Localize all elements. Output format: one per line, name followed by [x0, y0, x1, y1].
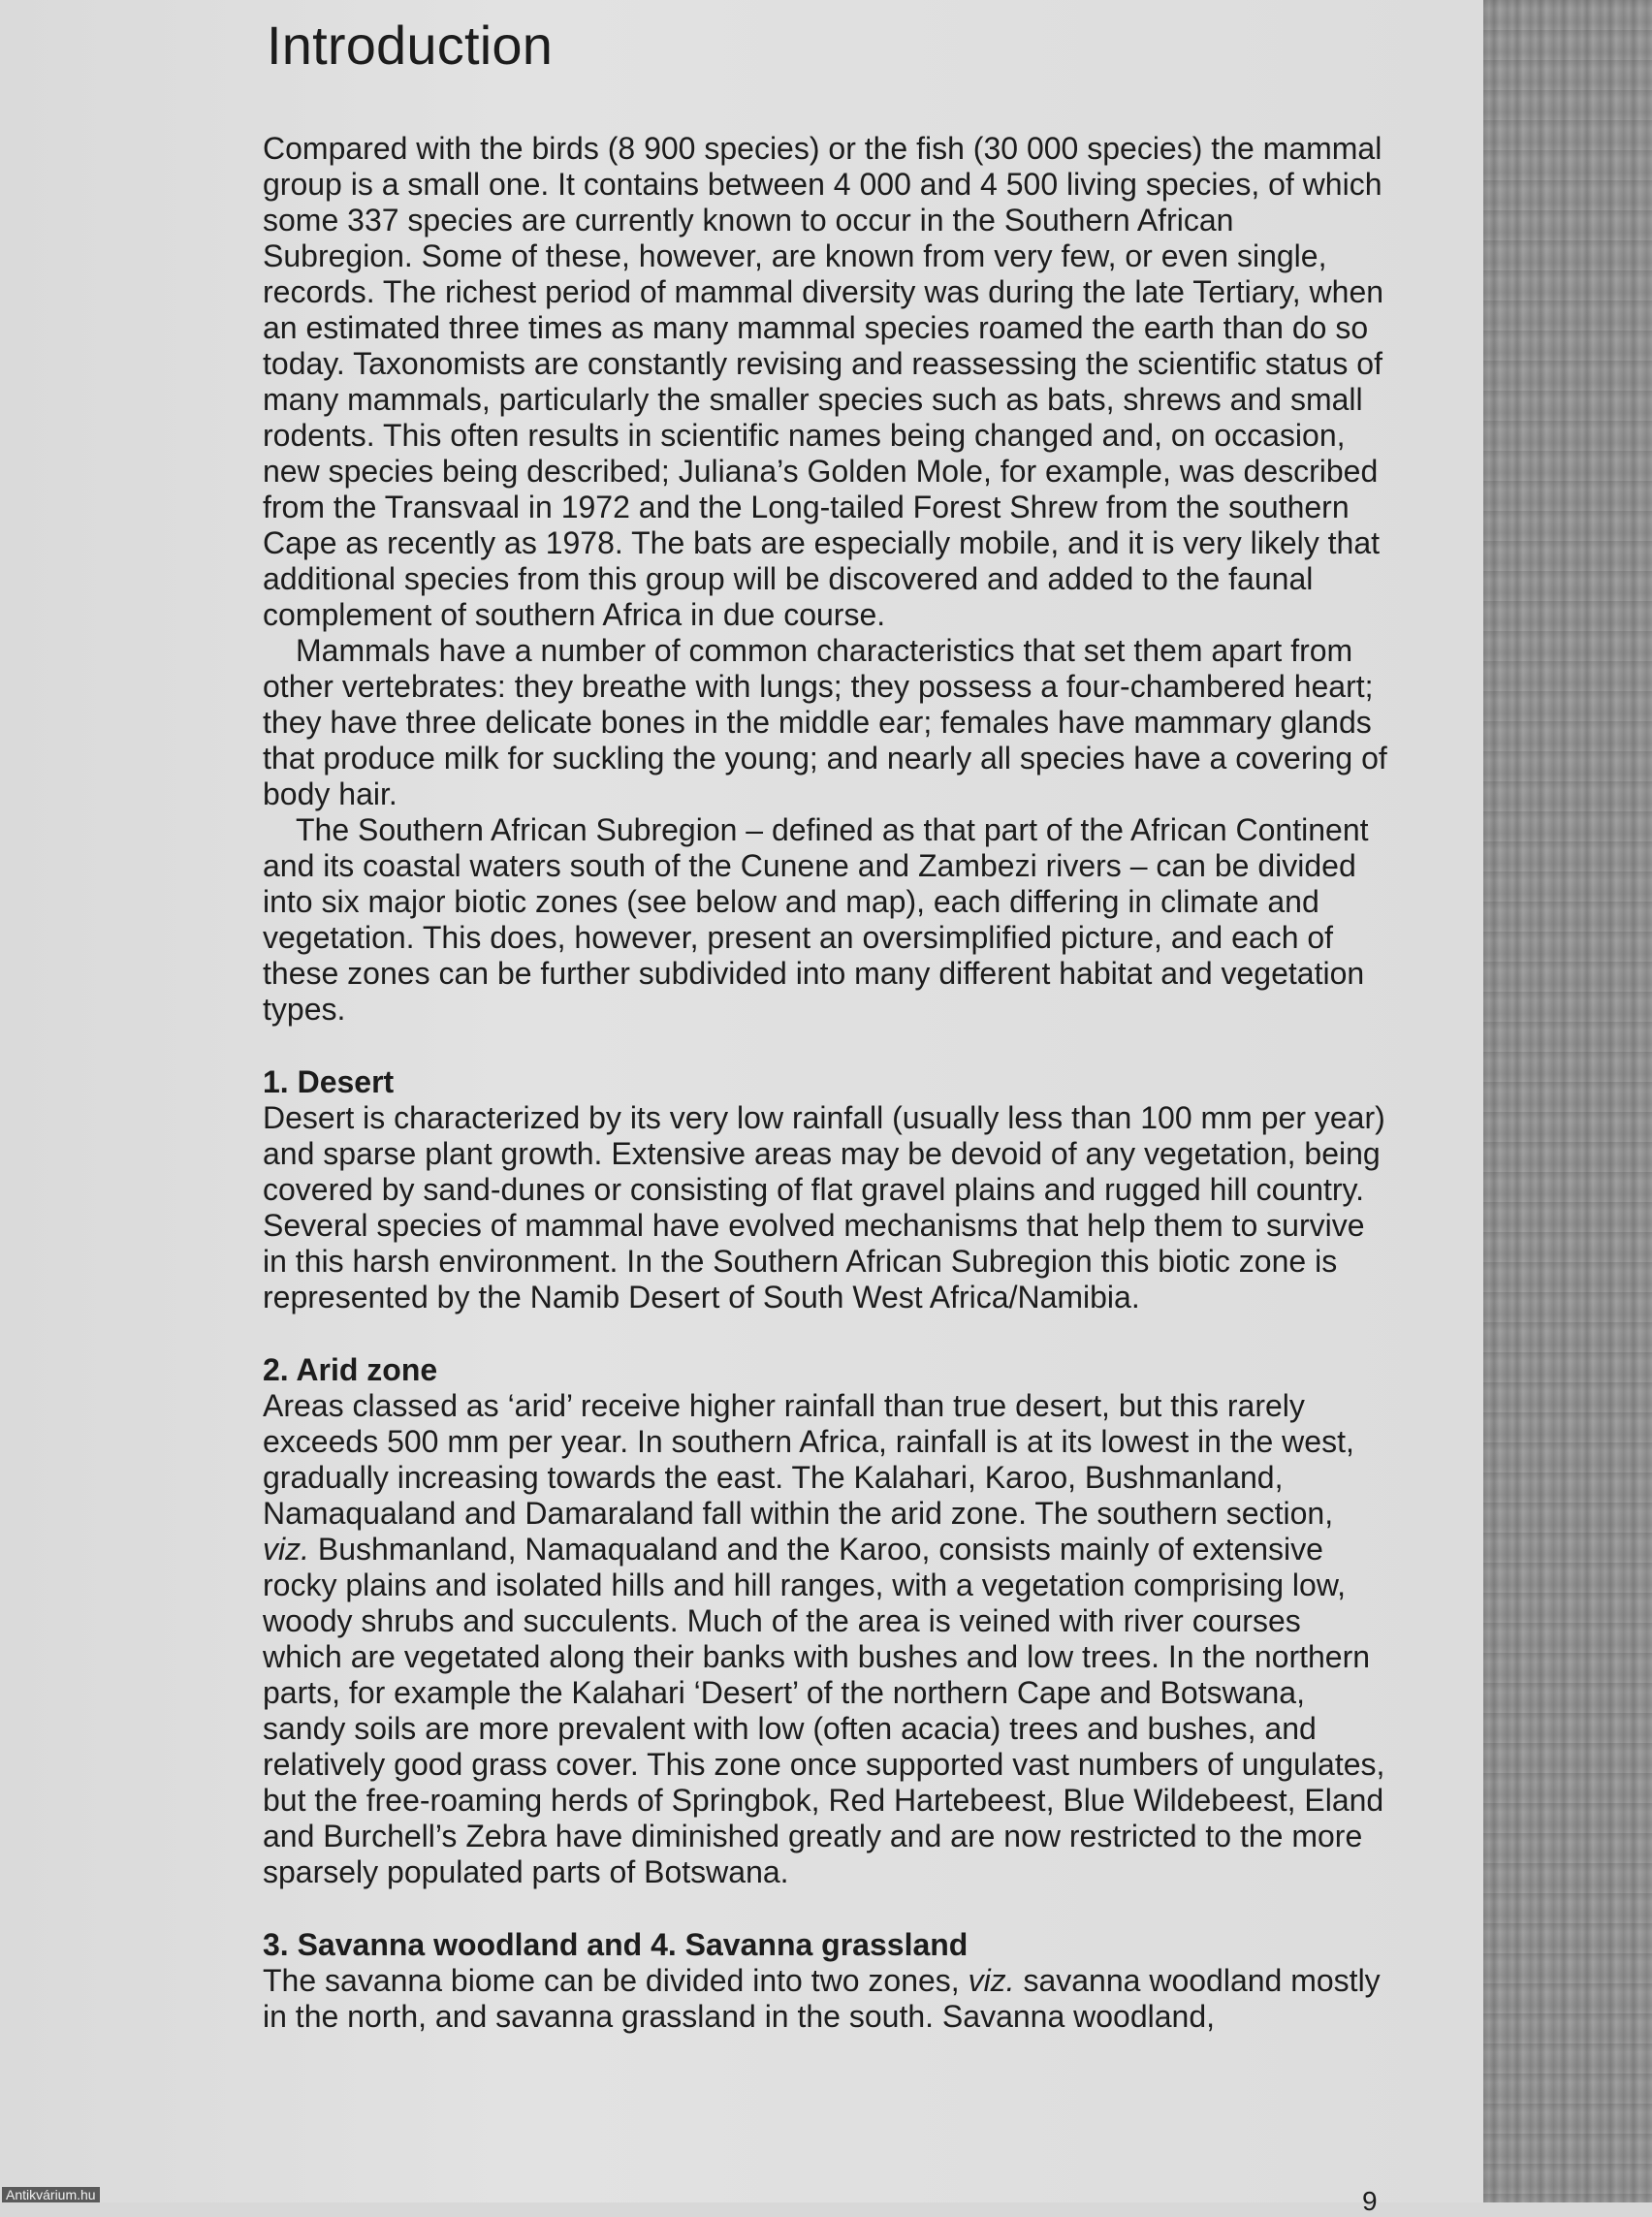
savanna-viz: viz.: [968, 1963, 1015, 1998]
section-heading-savanna: 3. Savanna woodland and 4. Savanna grassland: [263, 1927, 969, 1962]
wood-background: [1483, 0, 1652, 2202]
section-heading-arid-zone: 2. Arid zone: [263, 1352, 438, 1387]
arid-text-part-a: Areas classed as ‘arid’ receive higher rainfall than true desert, but this rarely exceeds 500 mm per year. In southern Africa, rainfall is at its lowest in the west, gradually increasing towards the east. The Kalahari, Karoo, Bushmanland, Namaqualand and Damaraland fall within the arid zone. The southern section,: [263, 1388, 1354, 1531]
page-content: [263, 14, 1387, 2035]
intro-paragraph-3: The Southern African Subregion – defined as that part of the African Continent and its coastal waters south of the Cunene and Zambezi rivers – can be divided into six major biotic zones (see below and map), each differing in climate and vegetation. This does, however, present an oversimplified picture, and each of these zones can be further subdivided into many different habitat and vegetation types.: [263, 812, 1369, 1027]
watermark: Antikvárium.hu: [2, 2187, 100, 2202]
page-number: 9: [1362, 2186, 1378, 2216]
savanna-text-part-b: savanna woodland mostly in the north, and savanna grassland in the south. Savanna woodland,: [263, 1963, 1381, 2034]
arid-viz: viz.: [263, 1532, 309, 1567]
section-heading-desert: 1. Desert: [263, 1064, 395, 1099]
arid-text-part-b: Bushmanland, Namaqualand and the Karoo, consists mainly of extensive rocky plains and isolated hills and hill ranges, with a vegetation comprising low, woody shrubs and succulents. Much of the area is veined with river courses which are vegetated along their banks with bushes and low trees. In the northern parts, for example the Kalahari ‘Desert’ of the northern Cape and Botswana, sandy soils are more prevalent with low (often acacia) trees and bushes, and relatively good grass cover. This zone once supported vast numbers of ungulates, but the free-roaming herds of Springbok, Red Hartebeest, Blue Wildebeest, Eland and Burchell’s Zebra have diminished greatly and are now restricted to the more sparsely populated parts of Botswana.: [263, 1532, 1385, 1889]
section-text-savanna: [263, 1963, 1387, 2035]
section-text-desert: Desert is characterized by its very low rainfall (usually less than 100 mm per year) and sparse plant growth. Extensive areas may be devoid of any vegetation, being covered by sand-dunes or consisting of flat gravel plains and rugged hill country. Several species of mammal have evolved mechanisms that help them to survive in this harsh environment. In the Southern African Subregion this biotic zone is represented by the Namib Desert of South West Africa/Namibia.: [263, 1100, 1385, 1314]
section-text-arid-zone: [263, 1388, 1387, 1890]
savanna-text-part-a: The savanna biome can be divided into two zones,: [263, 1963, 960, 1998]
intro-paragraph-2: Mammals have a number of common characteristics that set them apart from other vertebrates: they breathe with lungs; they possess a four-chambered heart; they have three delicate bones in the middle ear; females have mammary glands that produce milk for suckling the young; and nearly all species have a covering of body hair.: [263, 633, 1387, 811]
intro-paragraph-1: Compared with the birds (8 900 species) or the fish (30 000 species) the mammal group is a small one. It contains between 4 000 and 4 500 living species, of which some 337 species are currently known to occur in the Southern African Subregion. Some of these, however, are known from very few, or even single, records. The richest period of mammal diversity was during the late Tertiary, when an estimated three times as many mammal species roamed the earth than do so today. Taxonomists are constantly revising and reassessing the scientific status of many mammals, particularly the smaller species such as bats, shrews and small rodents. This often results in scientific names being changed and, on occasion, new species being described; Juliana’s Golden Mole, for example, was described from the Transvaal in 1972 and the Long-tailed Forest Shrew from the southern Cape as recently as 1978. The bats are especially mobile, and it is very likely that additional species from this group will be discovered and added to the faunal complement of southern Africa in due course.: [263, 131, 1384, 632]
page-title: Introduction: [267, 15, 554, 76]
